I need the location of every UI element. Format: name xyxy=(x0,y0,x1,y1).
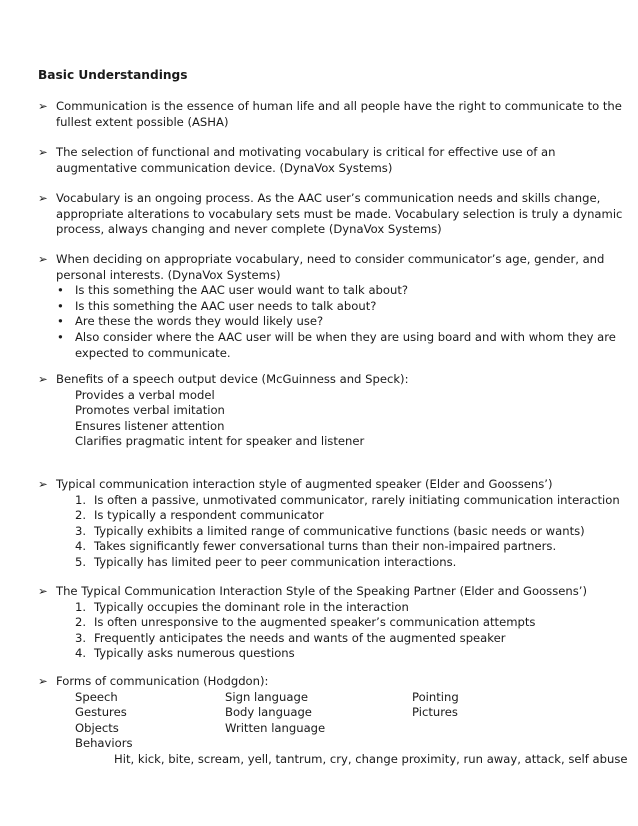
form-item: Written language xyxy=(225,720,326,735)
list-item: 2. Is typically a respondent communicator xyxy=(75,508,324,523)
arrow-bullet-icon: ➢ xyxy=(38,477,48,491)
arrow-bullet-icon: ➢ xyxy=(38,674,48,688)
arrow-bullet-icon: ➢ xyxy=(38,191,48,205)
list-item: 4. Typically asks numerous questions xyxy=(75,646,295,661)
list-number: 4. xyxy=(75,539,87,554)
list-number: 3. xyxy=(75,523,87,538)
list-item: Ensures listener attention xyxy=(75,418,225,433)
bullet-section-forms-of-communication xyxy=(38,674,628,767)
list-number: 5. xyxy=(75,554,87,569)
bullet-section-deciding-vocabulary xyxy=(38,252,616,361)
bullet-section-speaking-partner xyxy=(38,584,608,662)
section-text: The Typical Communication Interaction Style of the Speaking Partner (Elder and Goossens’) xyxy=(56,584,587,598)
form-item: Body language xyxy=(225,705,312,720)
list-number: 2. xyxy=(75,508,87,523)
list-item: 4. Takes significantly fewer conversational turns than their non-impaired partners. xyxy=(75,539,557,554)
section-text: Typical communication interaction style of augmented speaker (Elder and Goossens’) xyxy=(56,477,553,491)
arrow-bullet-icon: ➢ xyxy=(38,145,48,159)
list-item: 1. Typically occupies the dominant role in the interaction xyxy=(75,599,409,614)
section-text: The selection of functional and motivating vocabulary is critical for effective use of an xyxy=(56,145,556,159)
list-item: • Is this something the AAC user needs to talk about? xyxy=(57,298,377,313)
forms-column-2 xyxy=(225,690,325,737)
list-number: 1. xyxy=(75,492,87,507)
form-item: Pointing xyxy=(412,689,459,704)
dot-bullet-icon: • xyxy=(57,298,64,313)
form-item: Sign language xyxy=(225,689,308,704)
list-item: 3. Frequently anticipates the needs and wants of the augmented speaker xyxy=(75,630,506,645)
section-text: appropriate alterations to vocabulary sets must be made. Vocabulary selection is truly a dynamic xyxy=(56,206,623,221)
bullet-section-ongoing-process xyxy=(38,191,623,238)
section-text: process, always changing and never complete (DynaVox Systems) xyxy=(56,222,442,237)
form-item: Gestures xyxy=(75,705,127,720)
list-item: Provides a verbal model xyxy=(75,387,215,402)
forms-table xyxy=(38,690,608,752)
forms-column-3 xyxy=(412,690,459,721)
arrow-bullet-icon: ➢ xyxy=(38,584,48,598)
list-item: • Is this something the AAC user would want to talk about? xyxy=(57,283,409,298)
forms-column-1 xyxy=(75,690,133,752)
bullet-section-benefits xyxy=(38,372,608,450)
list-item: 5. Typically has limited peer to peer communication interactions. xyxy=(75,554,457,569)
list-number: 2. xyxy=(75,615,87,630)
bullet-section-augmented-speaker xyxy=(38,477,620,571)
form-item: Pictures xyxy=(412,705,458,720)
arrow-bullet-icon: ➢ xyxy=(38,99,48,113)
page-title: Basic Understandings xyxy=(38,68,188,82)
dot-bullet-icon: • xyxy=(57,283,64,298)
list-number: 3. xyxy=(75,630,87,645)
section-text: Communication is the essence of human life and all people have the right to communicate to the xyxy=(56,99,622,113)
list-item: • Also consider where the AAC user will be when they are using board and with whom they are xyxy=(57,329,616,344)
section-text: Vocabulary is an ongoing process. As the AAC user’s communication needs and skills change, xyxy=(56,191,601,205)
list-item: Promotes verbal imitation xyxy=(75,403,225,418)
list-item: 2. Is often unresponsive to the augmented speaker’s communication attempts xyxy=(75,615,536,630)
list-item: 3. Typically exhibits a limited range of communicative functions (basic needs or wants) xyxy=(75,523,585,538)
list-number: 4. xyxy=(75,646,87,661)
arrow-bullet-icon: ➢ xyxy=(38,372,48,386)
bullet-section-asha xyxy=(38,99,622,130)
behaviors-detail: Hit, kick, bite, scream, yell, tantrum, cry, change proximity, run away, attack, self abuse xyxy=(114,751,628,766)
form-item: Speech xyxy=(75,689,118,704)
section-text: fullest extent possible (ASHA) xyxy=(56,114,229,129)
section-text: Benefits of a speech output device (McGuinness and Speck): xyxy=(56,372,409,386)
dot-bullet-icon: • xyxy=(57,314,64,329)
list-item: 1. Is often a passive, unmotivated communicator, rarely initiating communication interaction xyxy=(75,492,620,507)
form-item: Objects xyxy=(75,720,119,735)
list-item: • Are these the words they would likely use? xyxy=(57,314,324,329)
arrow-bullet-icon: ➢ xyxy=(38,252,48,266)
form-item: Behaviors xyxy=(75,736,133,751)
section-text: personal interests. (DynaVox Systems) xyxy=(56,267,281,282)
list-number: 1. xyxy=(75,599,87,614)
list-item: Clarifies pragmatic intent for speaker and listener xyxy=(75,434,365,449)
list-item-continuation: expected to communicate. xyxy=(75,345,231,360)
dot-bullet-icon: • xyxy=(57,329,64,344)
section-text: augmentative communication device. (DynaVox Systems) xyxy=(56,160,393,175)
section-text: Forms of communication (Hodgdon): xyxy=(56,674,269,688)
bullet-section-vocabulary-selection xyxy=(38,145,608,176)
section-text: When deciding on appropriate vocabulary, need to consider communicator’s age, gender, and xyxy=(56,252,605,266)
